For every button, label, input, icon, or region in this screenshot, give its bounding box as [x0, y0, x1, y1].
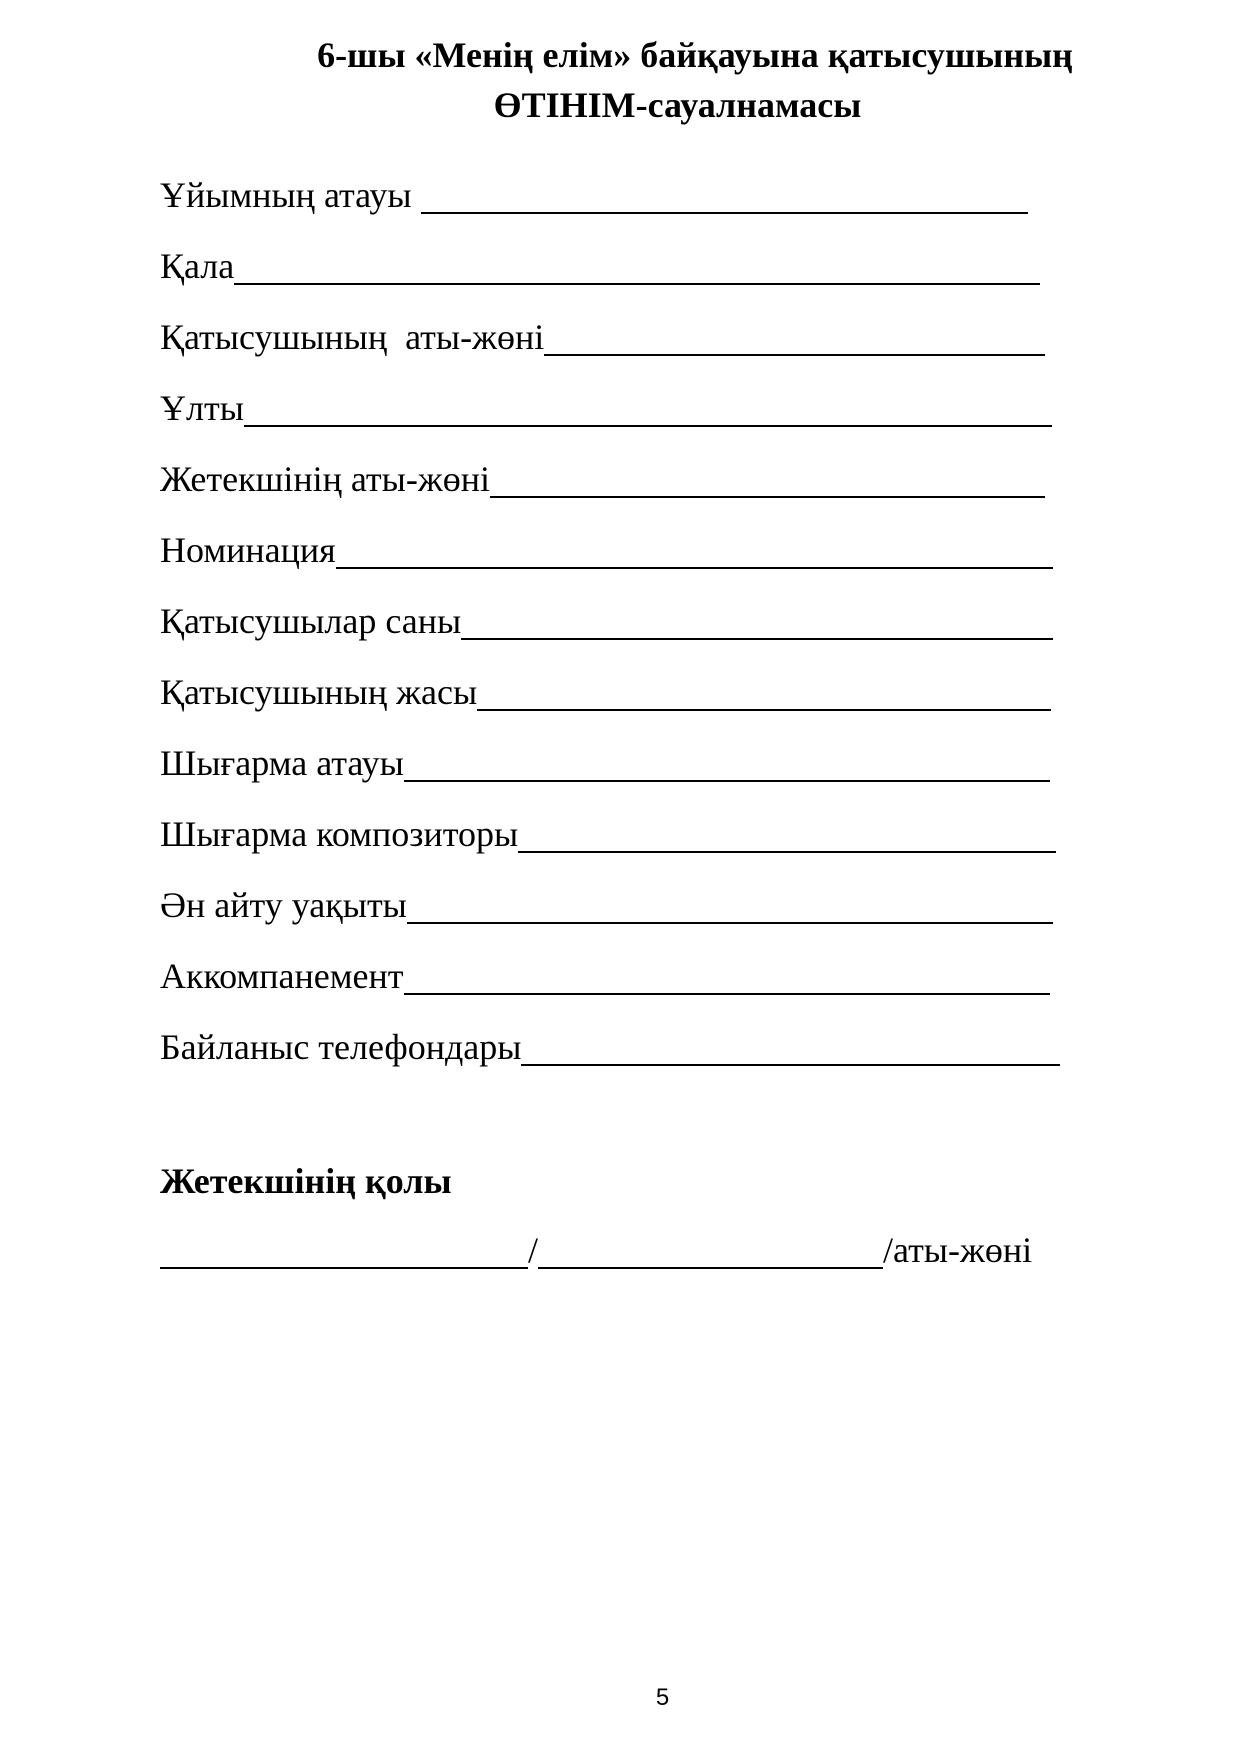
field-participant-count	[160, 597, 1053, 643]
signature-name-suffix: /аты-жөні	[883, 1230, 1033, 1270]
field-blank-line[interactable]	[544, 320, 1045, 356]
field-blank-line[interactable]	[404, 746, 1050, 782]
field-label: Ән айту уақыты	[160, 885, 407, 925]
field-work-composer	[160, 810, 1056, 856]
signature-row	[160, 1226, 1060, 1272]
field-performance-time	[160, 881, 1053, 927]
signature-separator: /	[528, 1230, 539, 1270]
field-contact-phones	[160, 1023, 1060, 1069]
field-label: Ұлты	[160, 388, 244, 428]
field-blank-line[interactable]	[407, 888, 1053, 924]
field-label: Шығарма атауы	[160, 743, 404, 783]
field-participant-age	[160, 668, 1051, 714]
field-accompaniment	[160, 952, 1050, 998]
field-blank-line[interactable]	[234, 249, 1040, 285]
signature-heading: Жетекшінің қолы	[160, 1161, 452, 1201]
field-blank-line[interactable]	[521, 1030, 1060, 1066]
field-participant-name	[160, 313, 1045, 359]
field-label: Шығарма композиторы	[160, 814, 519, 854]
field-blank-line[interactable]	[490, 462, 1045, 498]
field-blank-line[interactable]	[244, 391, 1052, 427]
field-blank-line[interactable]	[518, 817, 1056, 853]
field-label: Аккомпанемент	[160, 956, 404, 996]
field-blank-line[interactable]	[461, 604, 1053, 640]
field-label: Қатысушының аты-жөні	[160, 317, 545, 357]
form-title	[0, 30, 1240, 130]
field-city	[160, 242, 1040, 288]
field-label: Қатысушылар саны	[160, 601, 462, 641]
field-blank-line[interactable]	[336, 533, 1053, 569]
form-title-line-2: ӨТІНІМ-сауалнамасы	[493, 85, 862, 125]
field-label: Жетекшінің аты-жөні	[160, 459, 490, 499]
field-blank-line[interactable]	[477, 675, 1051, 711]
field-supervisor-name	[160, 455, 1045, 501]
field-work-title	[160, 739, 1050, 785]
field-blank-line[interactable]	[421, 178, 1028, 214]
page-number: 5	[655, 1684, 670, 1711]
field-label: Ұйымның атауы	[160, 175, 421, 215]
field-label: Байланыс телефондары	[160, 1027, 522, 1067]
field-label: Номинация	[160, 530, 336, 570]
signature-blank-line[interactable]	[160, 1233, 528, 1269]
form-title-line-1: 6-шы «Менің елім» байқауына қатысушының	[317, 35, 1073, 75]
field-label: Қала	[160, 246, 235, 286]
field-label: Қатысушының жасы	[160, 672, 478, 712]
field-nomination	[160, 526, 1053, 572]
field-nationality	[160, 384, 1052, 430]
field-organization-name	[160, 171, 1028, 217]
field-blank-line[interactable]	[404, 959, 1051, 995]
name-blank-line[interactable]	[538, 1233, 883, 1269]
